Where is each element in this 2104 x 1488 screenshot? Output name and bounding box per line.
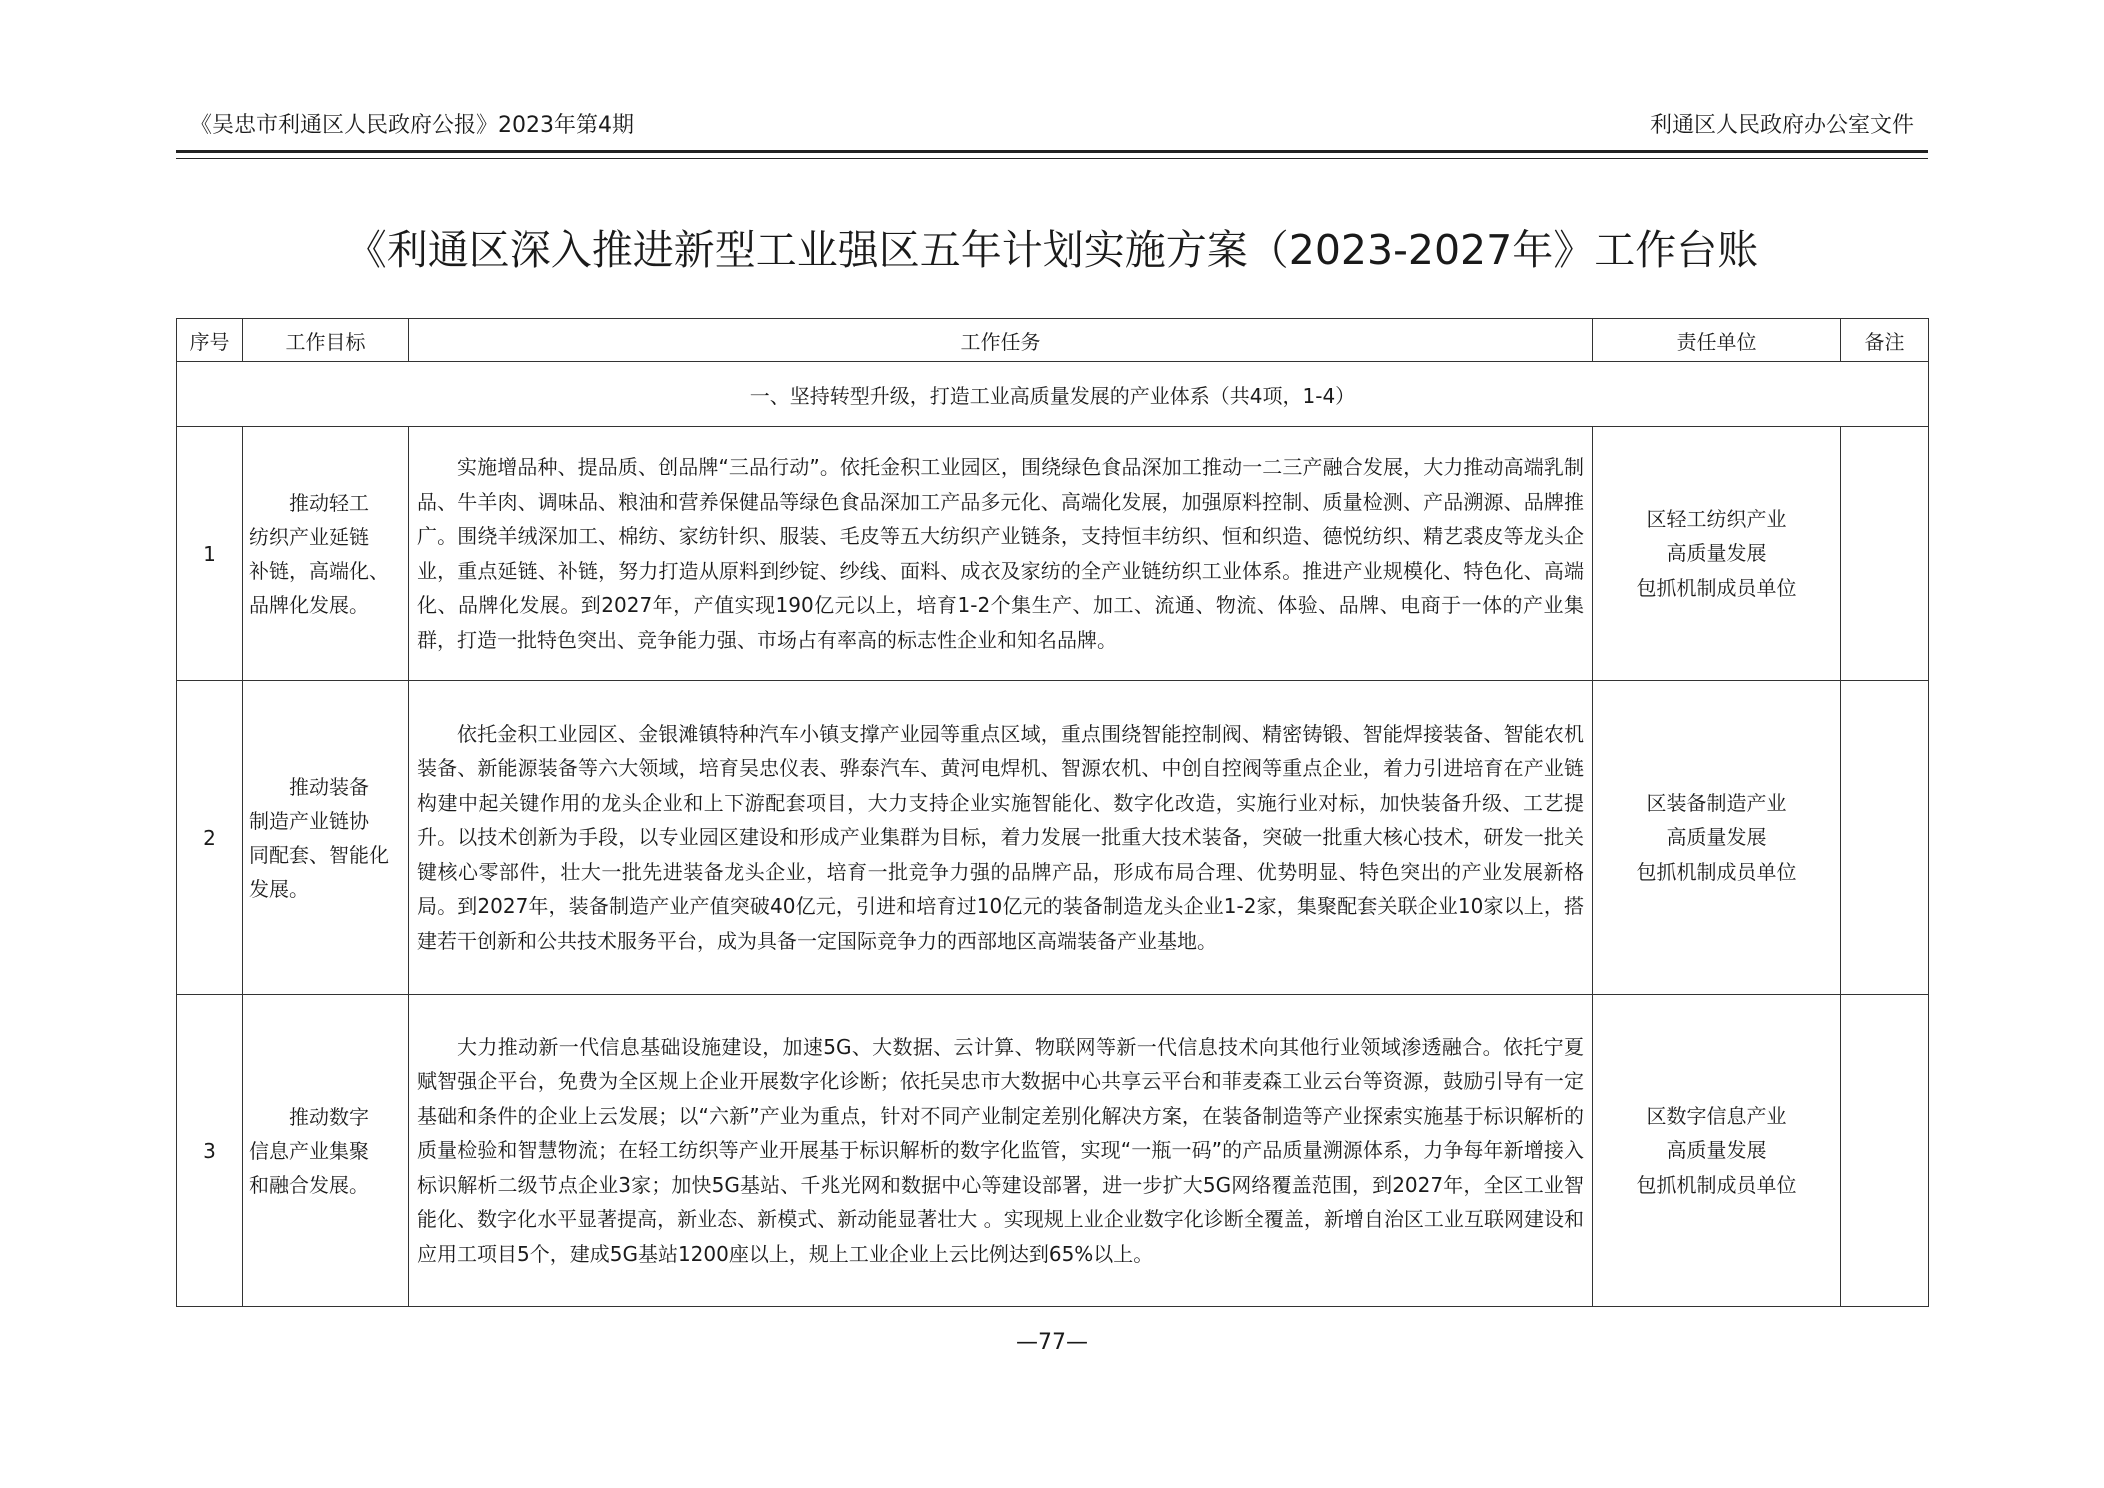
row-goal (243, 427, 409, 681)
goal-line: 推动轻工 (289, 490, 369, 515)
header-rule-thin (176, 158, 1928, 159)
column-header-seq: 序号 (177, 319, 243, 362)
unit-line: 高质量发展 (1666, 825, 1767, 850)
goal-line: 纺织产业延链 (249, 524, 369, 549)
row-unit (1593, 427, 1841, 681)
table-header-row (177, 319, 1929, 362)
goal-line: 制造产业链协 (249, 808, 369, 833)
row-task: 大力推动新一代信息基础设施建设，加速5G、大数据、云计算、物联网等新一代信息技术向其他行业领域渗透融合。依托宁夏赋智强企平台，免费为全区规上企业开展数字化诊断；依托吴忠市大数据中心共享云平台和菲麦森工业云台等资源，鼓励引导有一定基础和条件的企业上云发展；以“六新”产业为重点，针对不同产业制定差别化解决方案，在装备制造等产业探索实施基于标识解析的质量检验和智慧物流；在轻工纺织等产业开展基于标识解析的数字化监管，实现“一瓶一码”的产品质量溯源体系，力争每年新增接入标识解析二级节点企业3家；加快5G基站、千兆光网和数据中心等建设部署，进一步扩大5G网络覆盖范围，到2027年，全区工业智能化、数字化水平显著提高，新业态、新模式、新动能显著壮大 。实现规上业企业数字化诊断全覆盖，新增自治区工业互联网建设和应用工项目5个，建成5G基站1200座以上，规上工业企业上云比例达到65%以上。 (409, 995, 1593, 1307)
page-title: 《利通区深入推进新型工业强区五年计划实施方案（2023-2027年》工作台账 (345, 226, 1759, 274)
row-note (1841, 681, 1929, 995)
goal-line: 推动数字 (289, 1104, 369, 1129)
goal-line: 信息产业集聚 (249, 1138, 369, 1163)
table-row (177, 681, 1929, 995)
header-office: 利通区人民政府办公室文件 (1649, 113, 1914, 138)
unit-line: 区轻工纺织产业 (1646, 506, 1787, 531)
column-header-task: 工作任务 (409, 319, 1593, 362)
goal-line: 发展。 (249, 876, 309, 901)
row-seq: 1 (177, 427, 243, 681)
unit-line: 高质量发展 (1666, 541, 1767, 566)
page-number: —77— (1016, 1330, 1088, 1355)
table-row (177, 995, 1929, 1307)
goal-line: 同配套、智能化 (249, 842, 389, 867)
unit-line: 包抓机制成员单位 (1636, 575, 1797, 600)
row-task: 依托金积工业园区、金银滩镇特种汽车小镇支撑产业园等重点区域，重点围绕智能控制阀、精密铸锻、智能焊接装备、智能农机装备、新能源装备等六大领域，培育吴忠仪表、骅泰汽车、黄河电焊机、智源农机、中创自控阀等重点企业，着力引进培育在产业链构建中起关键作用的龙头企业和上下游配套项目，大力支持企业实施智能化、数字化改造，实施行业对标，加快装备升级、工艺提升。以技术创新为手段，以专业园区建设和形成产业集群为目标，着力发展一批重大技术装备，突破一批重大核心技术，研发一批关键核心零部件，壮大一批先进装备龙头企业，培育一批竞争力强的品牌产品，形成布局合理、优势明显、特色突出的产业发展新格局。到2027年，装备制造产业产值突破40亿元，引进和培育过10亿元的装备制造龙头企业1-2家，集聚配套关联企业10家以上，搭建若干创新和公共技术服务平台，成为具备一定国际竞争力的西部地区高端装备产业基地。 (409, 681, 1593, 995)
column-header-note: 备注 (1841, 319, 1929, 362)
unit-line: 区数字信息产业 (1646, 1103, 1787, 1128)
goal-line: 推动装备 (289, 774, 369, 799)
row-note (1841, 995, 1929, 1307)
unit-line: 包抓机制成员单位 (1636, 1172, 1797, 1197)
row-goal (243, 681, 409, 995)
unit-line: 高质量发展 (1666, 1138, 1767, 1163)
section-heading: 一、坚持转型升级，打造工业高质量发展的产业体系（共4项，1-4） (177, 362, 1929, 427)
goal-line: 和融合发展。 (249, 1172, 369, 1197)
column-header-unit: 责任单位 (1593, 319, 1841, 362)
header-publication: 《吴忠市利通区人民政府公报》2023年第4期 (190, 113, 634, 138)
goal-line: 补链，高端化、 (249, 558, 389, 583)
work-ledger-table (176, 318, 1929, 1307)
row-task: 实施增品种、提品质、创品牌“三品行动”。依托金积工业园区，围绕绿色食品深加工推动一二三产融合发展，大力推动高端乳制品、牛羊肉、调味品、粮油和营养保健品等绿色食品深加工产品多元化、高端化发展，加强原料控制、质量检测、产品溯源、品牌推广。围绕羊绒深加工、棉纺、家纺针织、服装、毛皮等五大纺织产业链条，支持恒丰纺织、恒和织造、德悦纺织、精艺裘皮等龙头企业，重点延链、补链，努力打造从原料到纱锭、纱线、面料、成衣及家纺的全产业链纺织工业体系。推进产业规模化、特色化、高端化、品牌化发展。到2027年，产值实现190亿元以上，培育1-2个集生产、加工、流通、物流、体验、品牌、电商于一体的产业集群，打造一批特色突出、竞争能力强、市场占有率高的标志性企业和知名品牌。 (409, 427, 1593, 681)
row-seq: 2 (177, 681, 243, 995)
row-note (1841, 427, 1929, 681)
row-unit (1593, 995, 1841, 1307)
table-row (177, 427, 1929, 681)
row-seq: 3 (177, 995, 243, 1307)
section-row (177, 362, 1929, 427)
row-unit (1593, 681, 1841, 995)
header-rule (176, 150, 1928, 153)
row-goal (243, 995, 409, 1307)
column-header-goal: 工作目标 (243, 319, 409, 362)
goal-line: 品牌化发展。 (249, 592, 369, 617)
unit-line: 区装备制造产业 (1646, 790, 1787, 815)
unit-line: 包抓机制成员单位 (1636, 859, 1797, 884)
